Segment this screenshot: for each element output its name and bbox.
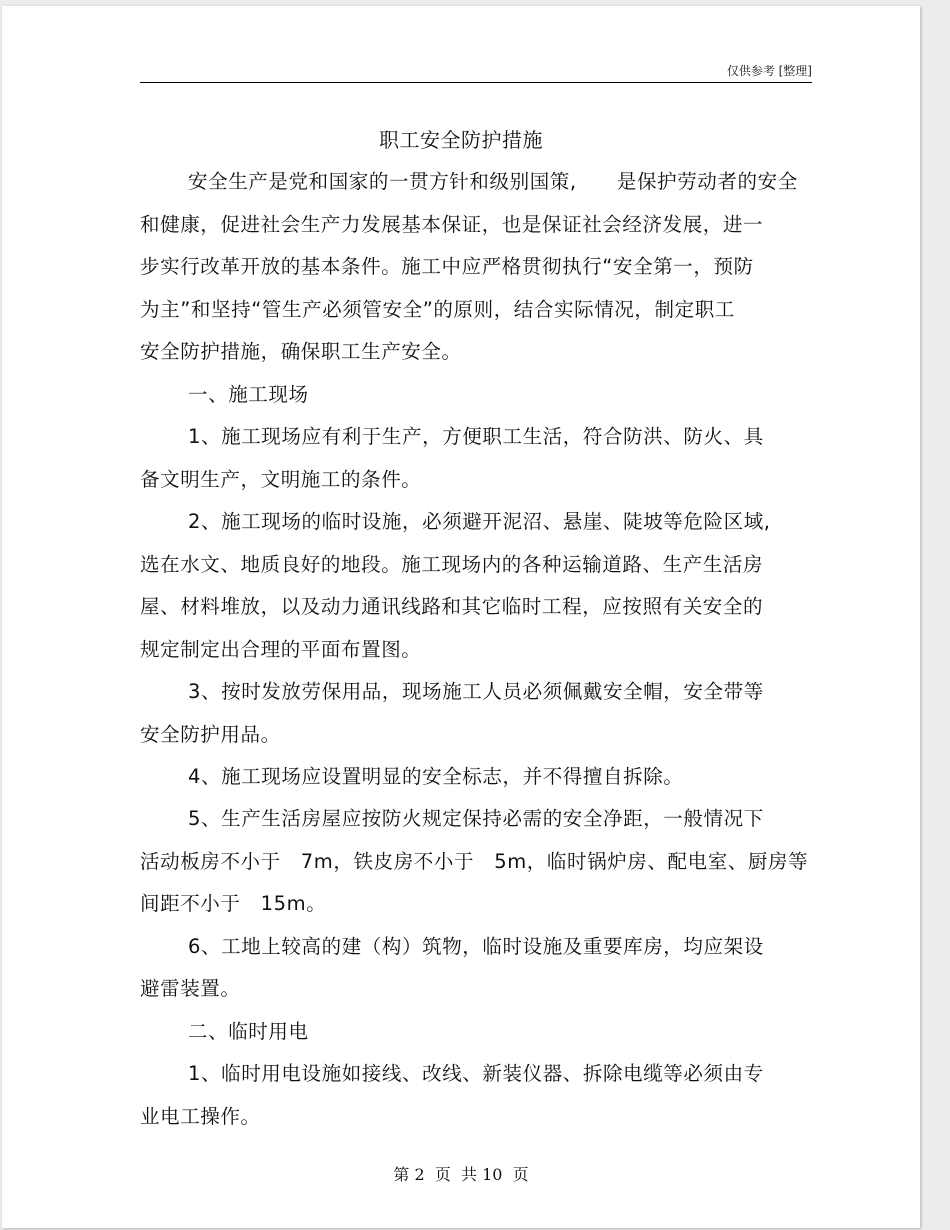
body-line: 步实行改革开放的基本条件。施工中应严格贯彻执行“安全第一，预防	[140, 255, 754, 278]
body-line: 选在水文、地质良好的地段。施工现场内的各种运输道路、生产生活房	[140, 553, 764, 576]
body-line: 4、施工现场应设置明显的安全标志，并不得擅自拆除。	[188, 765, 684, 788]
body-line: 安全防护措施，确保职工生产安全。	[140, 340, 462, 363]
body-line: 业电工操作。	[140, 1105, 261, 1128]
body-line: 屋、材料堆放，以及动力通讯线路和其它临时工程，应按照有关安全的	[140, 595, 764, 618]
body-line: 安全生产是党和国家的一贯方针和级别国策, 是保护劳动者的安全	[188, 170, 798, 193]
body-line: 1、施工现场应有利于生产，方便职工生活，符合防洪、防火、具	[188, 425, 764, 448]
section-heading: 二、临时用电	[188, 1020, 309, 1043]
body-line: 活动板房不小于 7m，铁皮房不小于 5m，临时锅炉房、配电室、厨房等	[140, 850, 809, 873]
body-line: 2、施工现场的临时设施，必须避开泥沼、悬崖、陡坡等危险区域,	[188, 510, 771, 533]
body-line: 3、按时发放劳保用品，现场施工人员必须佩戴安全帽，安全带等	[188, 680, 764, 703]
body-line: 5、生产生活房屋应按防火规定保持必需的安全净距，一般情况下	[188, 807, 764, 830]
body-line: 避雷装置。	[140, 977, 241, 1000]
page-footer: 第 2 页 共 10 页	[393, 1165, 529, 1184]
body-line: 间距不小于 15m。	[140, 892, 327, 915]
header-rule	[140, 82, 812, 83]
body-line: 为主”和坚持“管生产必须管安全”的原则，结合实际情况，制定职工	[140, 298, 735, 321]
section-heading: 一、施工现场	[188, 383, 309, 406]
document-title: 职工安全防护措施	[379, 128, 543, 152]
body-line: 6、工地上较高的建（构）筑物，临时设施及重要库房，均应架设	[188, 935, 764, 958]
body-line: 和健康，促进社会生产力发展基本保证，也是保证社会经济发展，进一	[140, 213, 764, 236]
body-line: 安全防护用品。	[140, 723, 281, 746]
document-page	[2, 6, 920, 1228]
body-line: 备文明生产，文明施工的条件。	[140, 468, 422, 491]
body-line: 1、临时用电设施如接线、改线、新装仪器、拆除电缆等必须由专	[188, 1062, 764, 1085]
body-line: 规定制定出合理的平面布置图。	[140, 638, 422, 661]
header-note: 仅供参考 [整理]	[726, 64, 812, 78]
